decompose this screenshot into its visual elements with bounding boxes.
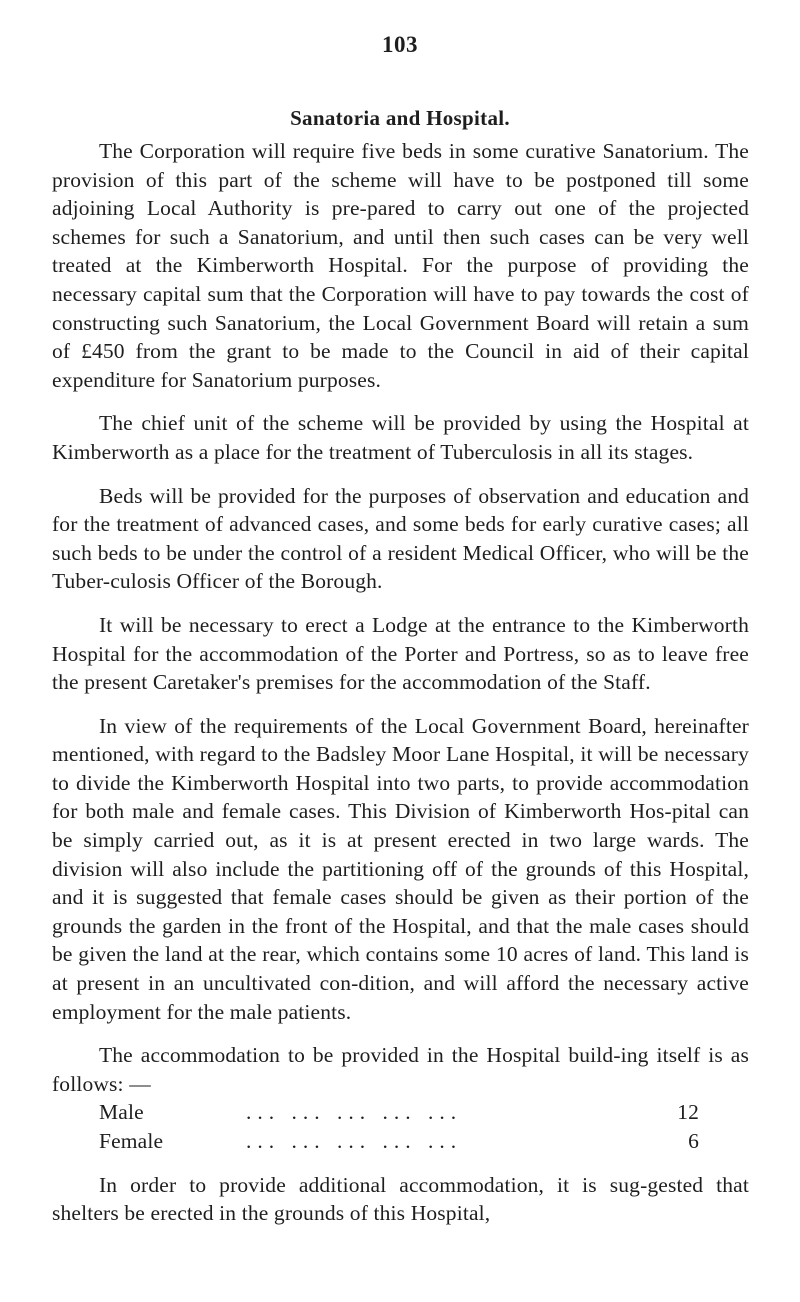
paragraph-beds-provision: Beds will be provided for the purposes of observation and education and for the treatment of advanced cases, and some beds for early curative cases; all such beds to be under the control of a resident Medical Officer, who will be the Tuber-culosis Officer of the Borough. [52, 483, 749, 594]
paragraph-chief-unit: The chief unit of the scheme will be provided by using the Hospital at Kimberworth as a place for the treatment of Tuberculosis in all its stages. [52, 411, 749, 464]
leader-dots: ... ... ... ... ... [246, 1100, 463, 1125]
accommodation-label: Male [99, 1100, 144, 1125]
paragraph-accommodation-intro: The accommodation to be provided in the Hospital build-ing itself is as follows: — [52, 1043, 749, 1096]
accommodation-value: 6 [688, 1129, 699, 1153]
accommodation-table [99, 1098, 699, 1155]
paragraph-hospital-division: In view of the requirements of the Local Government Board, hereinafter mentioned, with regard to the Badsley Moor Lane Hospital, it will be necessary to divide the Kimberworth Hospital into two parts, to provide accommodation for both male and female cases. This Division of Kimberworth Hos-pital can be simply carried out, as it is at present erected in two large wards. The division will also include the partitioning off of the grounds of this Hospital, and it is suggested that female cases should be given as their portion of the grounds the garden in the front of the Hospital, and that the male cases should be given the land at the rear, which contains some 10 acres of land. This land is at present in an uncultivated con-dition, and will afford the necessary active employment for the male patients. [52, 713, 749, 1024]
accommodation-value: 12 [677, 1100, 699, 1125]
page-number: 103 [382, 32, 418, 57]
accommodation-label: Female [99, 1129, 164, 1153]
leader-dots: ... ... ... ... ... [246, 1129, 463, 1153]
accommodation-row-male [99, 1098, 699, 1127]
paragraph-shelters: In order to provide additional accommodation, it is sug-gested that shelters be erected in the grounds of this Hospital, [52, 1172, 749, 1226]
paragraph-sanatorium-beds: The Corporation will require five beds in some curative Sanatorium. The provision of this part of the scheme will have to be postponed till some adjoining Local Authority is pre-pared to carry out one of the projected schemes for such a Sanatorium, and until then such cases can be very well treated at the Kimberworth Hospital. For the purpose of providing the necessary capital sum that the Corporation will have to pay towards the cost of constructing such Sanatorium, the Local Government Board will retain a sum of £450 from the grant to be made to the Council in aid of their capital expenditure for Sanatorium purposes. [52, 139, 749, 392]
section-heading: Sanatoria and Hospital. [290, 106, 510, 130]
paragraph-lodge: It will be necessary to erect a Lodge at the entrance to the Kimberworth Hospital for the accommodation of the Porter and Portress, so as to leave free the present Caretaker's premises for the accommodation of the Staff. [52, 612, 749, 695]
body-text [52, 137, 749, 1243]
accommodation-row-female [99, 1127, 699, 1156]
